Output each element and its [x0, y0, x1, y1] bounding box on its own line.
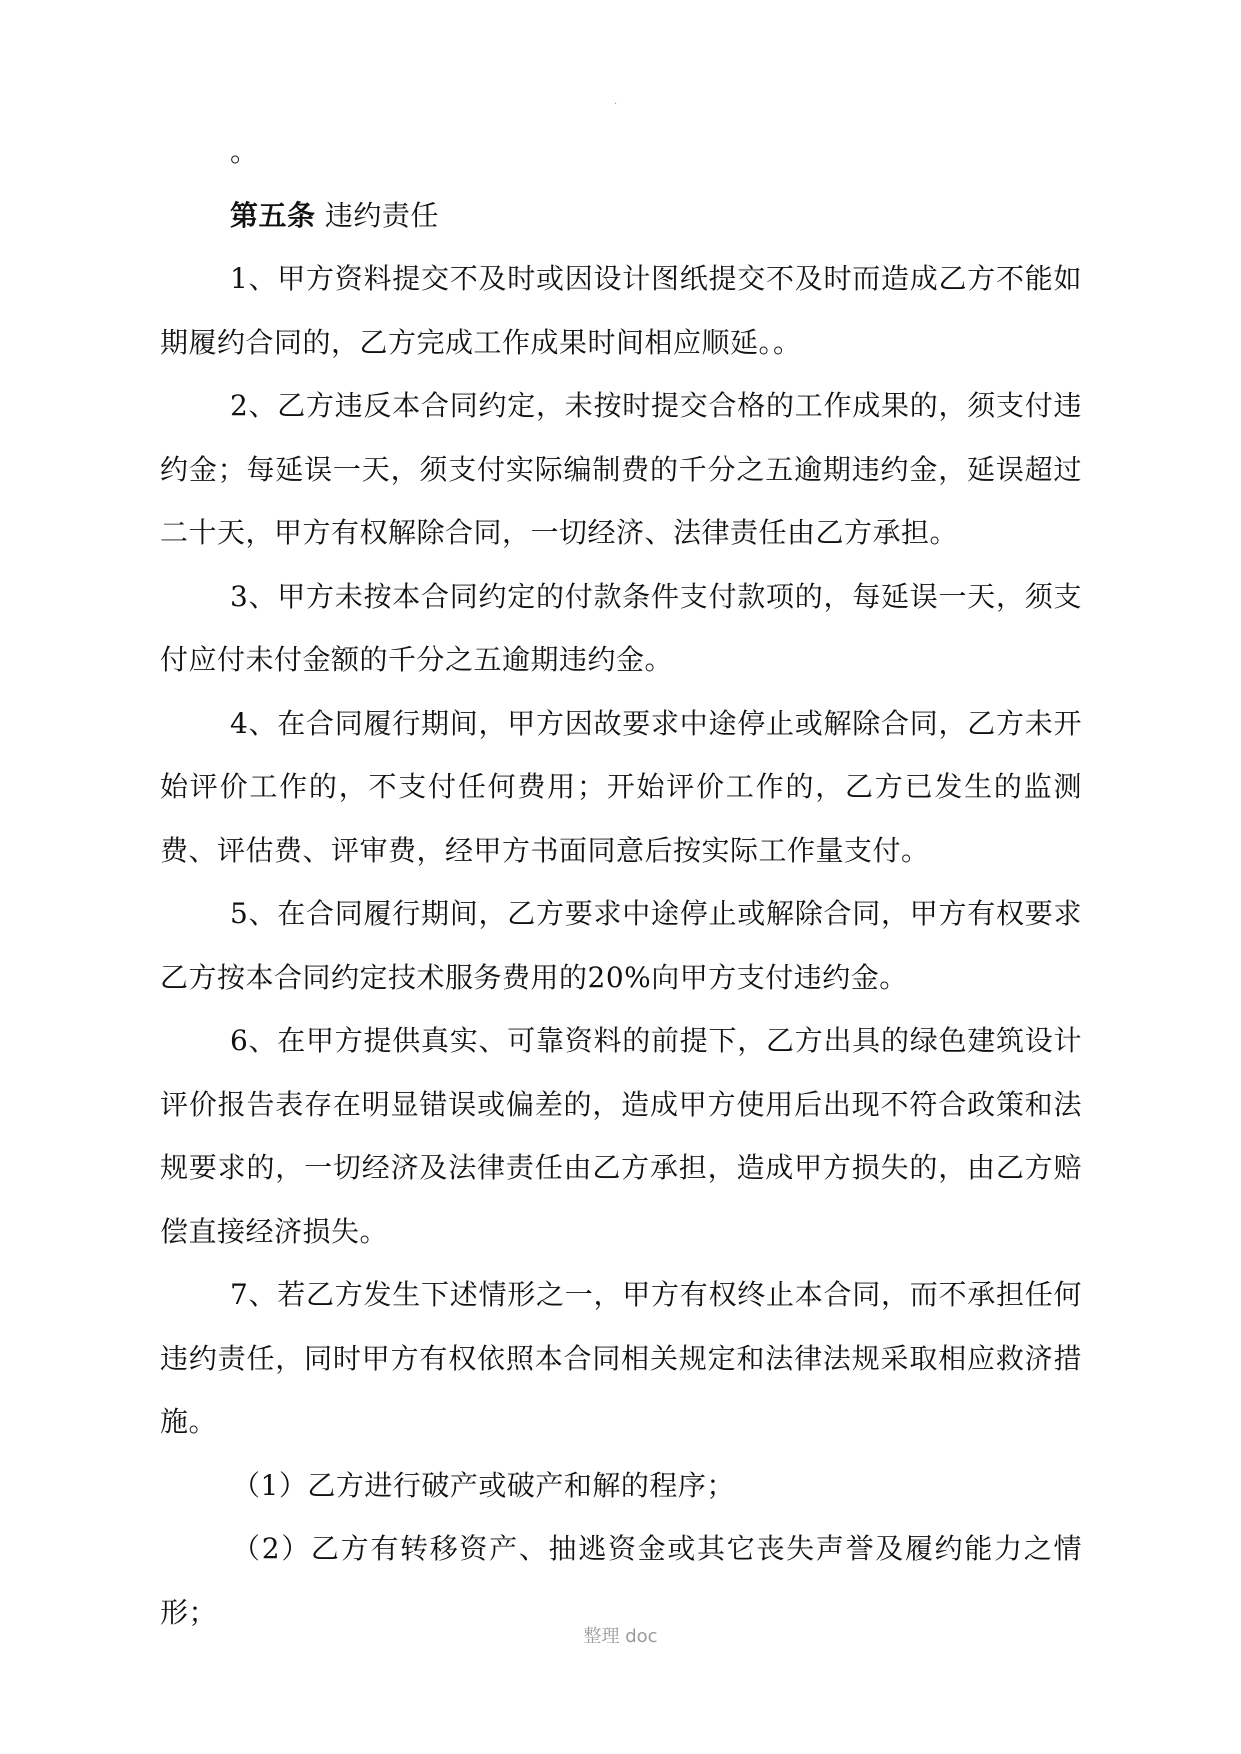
- clause-2: 2、乙方违反本合同约定，未按时提交合格的工作成果的，须支付违约金；每延误一天，须支付实际编制费的千分之五逾期违约金，延误超过二十天，甲方有权解除合同，一切经济、法律责任由乙方承担。: [160, 389, 1082, 549]
- header-mark: .: [614, 96, 618, 107]
- clause-4: 4、在合同履行期间，甲方因故要求中途停止或解除合同，乙方未开始评价工作的，不支付任何费用；开始评价工作的，乙方已发生的监测费、评估费、评审费，经甲方书面同意后按实际工作量支付。: [160, 706, 1082, 867]
- section-number: 第五条: [230, 198, 316, 232]
- clause-3: 3、甲方未按本合同约定的付款条件支付款项的，每延误一天，须支付应付未付金额的千分之五逾期违约金。: [160, 579, 1082, 676]
- sub-item-2: （2）乙方有转移资产、抽逃资金或其它丧失声誉及履约能力之情形；: [160, 1532, 1082, 1629]
- clause-6: 6、在甲方提供真实、可靠资料的前提下，乙方出具的绿色建筑设计评价报告表存在明显错误或偏差的，造成甲方使用后出现不符合政策和法规要求的，一切经济及法律责任由乙方承担，造成甲方损失的，由乙方赔偿直接经济损失。: [160, 1024, 1082, 1248]
- document-body: [160, 120, 1082, 1644]
- page-footer: 整理 doc: [583, 1626, 658, 1647]
- section-heading: [160, 184, 1082, 248]
- lead-fragment: 。: [230, 135, 259, 168]
- sub-item-1: （1）乙方进行破产或破产和解的程序；: [232, 1468, 735, 1502]
- clause-1: 1、甲方资料提交不及时或因设计图纸提交不及时而造成乙方不能如期履约合同的，乙方完成工作成果时间相应顺延。。: [160, 262, 1082, 359]
- clause-7: 7、若乙方发生下述情形之一，甲方有权终止本合同，而不承担任何违约责任，同时甲方有权依照本合同相关规定和法律法规采取相应救济措施。: [160, 1278, 1082, 1438]
- section-title: 违约责任: [324, 198, 439, 232]
- clause-5: 5、在合同履行期间，乙方要求中途停止或解除合同，甲方有权要求乙方按本合同约定技术服务费用的20%向甲方支付违约金。: [160, 897, 1082, 994]
